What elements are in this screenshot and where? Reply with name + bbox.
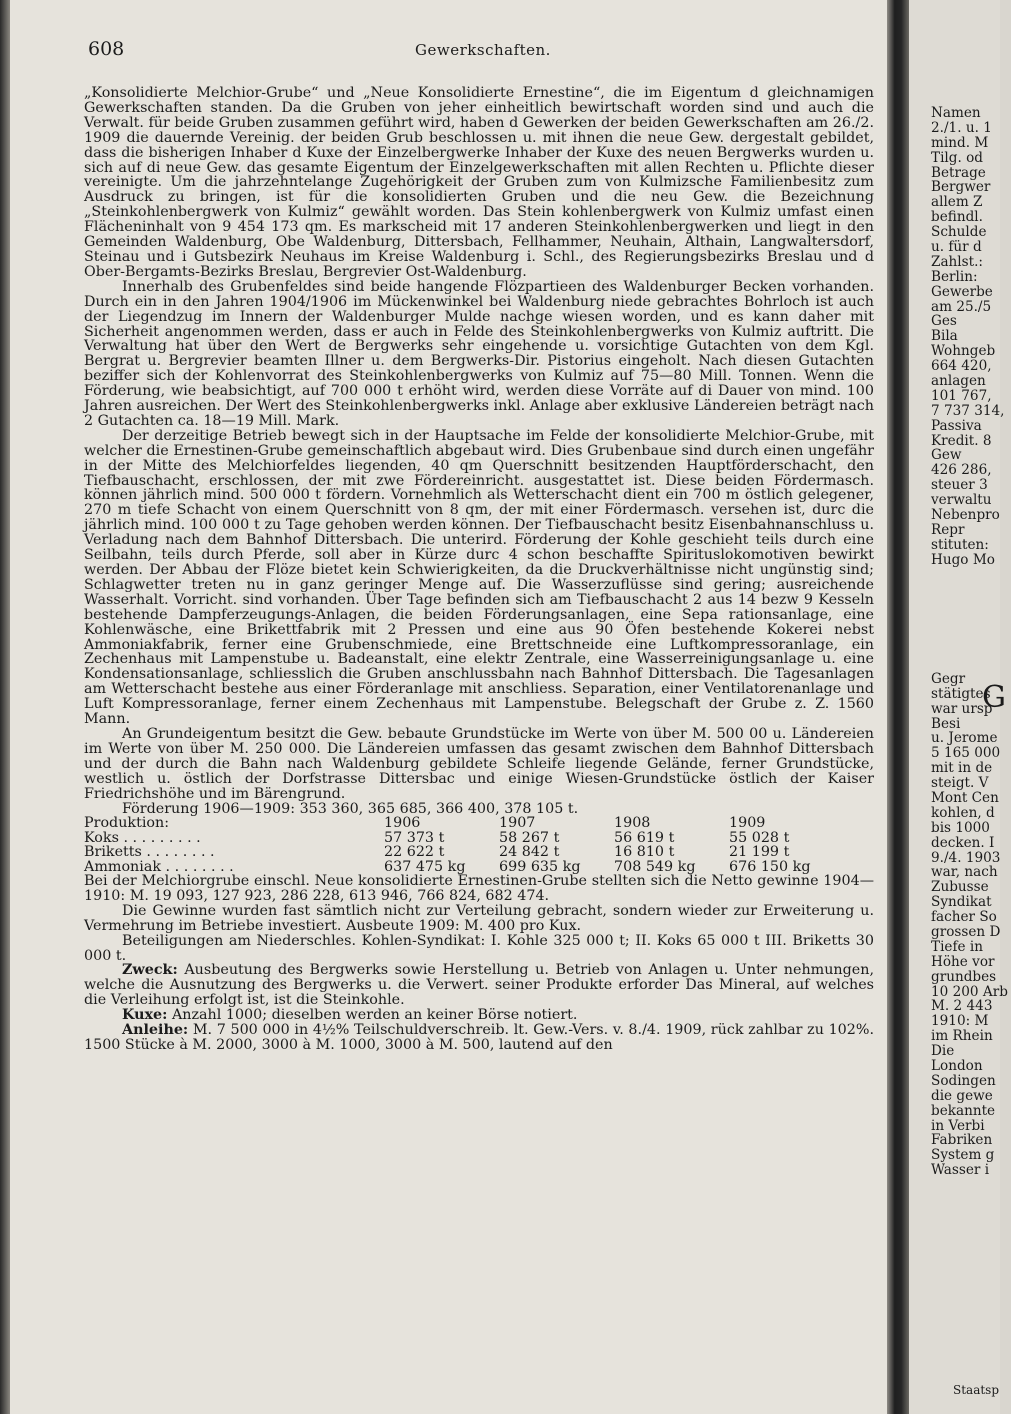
- page-header: [88, 38, 878, 68]
- leader-dots: . . . . . . . . .: [118, 829, 201, 846]
- adjacent-line: Tilg. od: [931, 149, 983, 166]
- adjacent-line: die gewe: [931, 1087, 993, 1104]
- adjacent-line: allem Z: [931, 194, 983, 211]
- adjacent-section-letter: G: [982, 680, 1006, 715]
- paragraph-text: Anzahl 1000; dieselben werden an keiner Börse notiert.: [167, 1007, 578, 1024]
- adjacent-line: [931, 657, 1011, 672]
- adjacent-line: stätigtes: [931, 685, 991, 702]
- section-label: Anleihe:: [122, 1022, 189, 1039]
- adjacent-line: Besi: [931, 715, 961, 732]
- adjacent-line: war ursp: [931, 700, 993, 717]
- adjacent-line: Kredit. 8: [931, 432, 992, 449]
- book-page: [10, 0, 887, 1414]
- year-header: 1906: [384, 815, 421, 832]
- adjacent-line: Wasser i: [931, 1162, 990, 1179]
- adjacent-line: mind. M: [931, 134, 989, 151]
- adjacent-line: Tiefe in: [931, 938, 983, 955]
- production-value: 699 635 kg: [499, 858, 581, 875]
- adjacent-line: war, nach: [931, 864, 998, 881]
- product-name: Briketts: [84, 844, 142, 861]
- adjacent-line: Fabriken: [931, 1132, 993, 1149]
- adjacent-line: Gew: [931, 447, 962, 464]
- production-value: 21 199 t: [729, 844, 790, 861]
- body-paragraph: Förderung 1906—1909: 353 360, 365 685, 366 400, 378 105 t.: [122, 800, 579, 817]
- adjacent-line: Passiva: [931, 417, 982, 434]
- adjacent-line: stituten:: [931, 536, 989, 553]
- adjacent-line: Wohngeb: [931, 343, 996, 360]
- book-gutter: [887, 0, 909, 1414]
- adjacent-line: befindl.: [931, 209, 983, 226]
- adjacent-line: Gegr: [931, 670, 966, 687]
- adjacent-line: Ges: [931, 313, 957, 330]
- adjacent-line: bis 1000: [931, 819, 990, 836]
- page-left-edge: [0, 0, 10, 1414]
- production-value: 24 842 t: [499, 844, 560, 861]
- product-name: Ammoniak: [84, 858, 162, 875]
- paragraph-text: Ausbeutung des Bergwerks sowie Herstellung u. Betrieb von Anlagen u. Unter nehmungen, welche die Ausnutzung des Bergwerks u. die Verwert. seiner Produkte erforder Das Mineral, auf welches die Verleihung erfolgt ist, ist die Steinkohle.: [84, 962, 874, 1009]
- adjacent-line: 2./1. u. 1: [931, 119, 992, 136]
- production-value: 637 475 kg: [384, 858, 466, 875]
- adjacent-line: Sodingen: [931, 1072, 996, 1089]
- production-table: [84, 816, 844, 874]
- adjacent-page-lines: [931, 106, 1011, 1178]
- adjacent-line: Zubusse: [931, 879, 989, 896]
- adjacent-line: Berlin:: [931, 268, 978, 285]
- adjacent-line: 1910: M: [931, 1013, 989, 1030]
- body-paragraph: „Konsolidierte Melchior-Grube“ und „Neue Konsolidierte Ernestine“, die im Eigentum d gleichnamigen Gewerkschaften standen. Da die Gruben von jeher einheitlich bewirtschaft worden sind und auch die Verwalt. für beide Gruben zusammen geführt wird, haben d Gewerken der beiden Gewerkschaften am 26./2. 1909 die dauernde Vereinig. der beiden Grub beschlossen u. mit ihnen die neue Gew. dergestalt gebildet, dass die bisherigen Inhaber d Kuxe der Einzelbergwerke Inhaber der Kuxe des neuen Bergwerks wurden u. sich auf di neue Gew. das gesamte Eigentum der Einzelgewerkschaften mit allen Rechten u. Pflichte dieser vereinigte. Um die jahrzehntelange Zugehörigkeit der Gruben zum von Kulmizsche Familienbesitz zum Ausdruck zu bringen, ist für die konsolidierten Gruben und die neu Gew. die Bezeichnung „Steinkohlenbergwerk von Kulmiz“ gewählt worden. Das Stein kohlenbergwerk von Kulmiz umfast einen Flächeninhalt von 9 454 173 qm. Es markscheid mit 17 anderen Steinkohlenbergwerken und liegt in den Gemeinden Waldenburg, Obe Waldenburg, Dittersbach, Fellhammer, Neuhain, Althain, Langwaltersdorf, Steinau und i Gutsbezirk Neuhaus im Kreise Waldenburg i. Schl., des Regierungsbezirks Breslau und d Ober-Bergamts-Bezirks Breslau, Bergrevier Ost-Waldenburg.: [84, 85, 874, 280]
- adjacent-line: [931, 583, 1011, 598]
- production-value: 22 622 t: [384, 844, 445, 861]
- paragraph-text: M. 7 500 000 in 4½% Teilschuldverschreib. lt. Gew.-Vers. v. 8./4. 1909, rück zahlbar zu 102%. 1500 Stücke à M. 2000, 3000 à M. 1000, 3000 à M. 500, lautend auf den: [84, 1022, 874, 1053]
- body-paragraph: [84, 934, 874, 964]
- page-number: 608: [88, 38, 125, 60]
- production-row: [84, 845, 844, 859]
- body-paragraph: [84, 904, 874, 934]
- adjacent-line: Höhe vor: [931, 953, 995, 970]
- adjacent-line: Gewerbe: [931, 283, 993, 300]
- adjacent-line: Bergwer: [931, 179, 991, 196]
- body-paragraph: [84, 963, 874, 1008]
- adjacent-line: Mont Cen: [931, 789, 999, 806]
- adjacent-line: System g: [931, 1147, 995, 1164]
- adjacent-line: steigt. V: [931, 775, 989, 792]
- adjacent-line: 7 737 314,: [931, 402, 1005, 419]
- body-paragraphs-after: [84, 874, 874, 1053]
- production-row: [84, 860, 844, 874]
- adjacent-line: 10 200 Arb: [931, 983, 1008, 1000]
- adjacent-line: 426 286,: [931, 462, 992, 479]
- adjacent-line: mit in de: [931, 760, 993, 777]
- production-value: 57 373 t: [384, 829, 445, 846]
- body-paragraph: [84, 1023, 874, 1053]
- adjacent-line: M. 2 443: [931, 998, 993, 1015]
- paragraph-text: Bei der Melchiorgrube einschl. Neue konsolidierte Ernestinen-Grube stellten sich die Netto gewinne 1904—1910: M. 19 093, 127 923, 286 228, 613 946, 766 824, 682 474.: [84, 873, 874, 904]
- adjacent-line: grundbes: [931, 968, 997, 985]
- adjacent-line: anlagen: [931, 373, 986, 390]
- body-paragraphs: [84, 86, 874, 816]
- paragraph-text: Die Gewinne wurden fast sämtlich nicht zur Verteilung gebracht, sondern wieder zur Erweiterung u. Vermehrung im Betriebe investiert. Ausbeute 1909: M. 400 pro Kux.: [84, 902, 874, 934]
- adjacent-page-footer: Staatsp: [953, 1383, 1000, 1397]
- adjacent-line: in Verbi: [931, 1117, 985, 1134]
- leader-dots: . . . . . . . .: [161, 858, 234, 875]
- production-label: Produktion:: [84, 815, 170, 832]
- adjacent-line: Zahlst.:: [931, 253, 983, 270]
- body-paragraph: An Grundeigentum besitzt die Gew. bebaute Grundstücke im Werte von über M. 500 00 u. Ländereien im Werte von über M. 250 000. Die Ländereien umfassen das gesamt zwischen dem Bahnhof Dittersbach und der durch die Bahn nach Waldenburg gebildete Schleife liegende Gelände, ferner Grundstücke, westlich u. östlich der Dorfstrasse Dittersbac und einige Wiesen-Grundstücke östlich der Kaiser Friedrichshöhe und im Bärengrund.: [84, 725, 874, 802]
- adjacent-line: Nebenpro: [931, 507, 1000, 524]
- paragraph-text: Beteiligungen am Niederschles. Kohlen-Syndikat: I. Kohle 325 000 t; II. Koks 65 000 t III. Briketts 30 000 t.: [84, 932, 874, 964]
- production-value: 676 150 kg: [729, 858, 811, 875]
- adjacent-line: Schulde: [931, 224, 987, 241]
- adjacent-line: kohlen, d: [931, 804, 995, 821]
- adjacent-line: 5 165 000: [931, 745, 1001, 762]
- production-value: 55 028 t: [729, 829, 790, 846]
- adjacent-line: am 25./5: [931, 298, 992, 315]
- adjacent-line: verwaltu: [931, 492, 992, 509]
- production-value: 16 810 t: [614, 844, 675, 861]
- year-header: 1908: [614, 815, 651, 832]
- adjacent-line: u. für d: [931, 239, 982, 256]
- adjacent-line: 101 767,: [931, 387, 992, 404]
- body-paragraph: Innerhalb des Grubenfeldes sind beide hangende Flözpartieen des Waldenburger Becken vorhanden. Durch ein in den Jahren 1904/1906 im Mückenwinkel bei Waldenburg niede gebrachtes Bohrloch ist auch der Liegendzug im Innern der Waldenburger Mulde nachge wiesen worden, und es kann daher mit Sicherheit angenommen werden, dass er auch in Felde des Steinkohlenbergwerks von Kulmiz auftritt. Die Verwaltung hat über den Wert de Bergwerks sehr eingehende u. vorsichtige Gutachten von dem Kgl. Bergrat u. Bergrevier beamten Illner u. dem Bergwerks-Dir. Pistorius eingeholt. Nach diesen Gutachten beziffer sich der Kohlenvorrat des Steinkohlenbergwerks von Kulmiz auf 75—80 Mill. Tonnen. Wenn die Förderung, wie beabsichtigt, auf 700 000 t erhöht wird, werden diese Vorräte auf di Dauer von mind. 100 Jahren ausreichen. Der Wert des Steinkohlenbergwerks inkl. Anlage aber exklusive Ländereien beträgt nach 2 Gutachten ca. 18—19 Mill. Mark.: [84, 278, 874, 429]
- adjacent-line: facher So: [931, 909, 997, 926]
- adjacent-page-fragment: [909, 0, 1008, 1414]
- production-value: 708 549 kg: [614, 858, 696, 875]
- production-table-block: [84, 816, 874, 874]
- production-row: [84, 831, 844, 845]
- adjacent-line: bekannte: [931, 1102, 996, 1119]
- adjacent-line: 9./4. 1903: [931, 849, 1001, 866]
- adjacent-line: Bila: [931, 328, 958, 345]
- production-value: 56 619 t: [614, 829, 675, 846]
- adjacent-line: im Rhein: [931, 1028, 993, 1045]
- year-header: 1907: [499, 815, 536, 832]
- leader-dots: . . . . . . . .: [141, 844, 215, 861]
- production-value: 58 267 t: [499, 829, 560, 846]
- adjacent-line: London: [931, 1058, 983, 1074]
- adjacent-line: [931, 568, 1011, 583]
- adjacent-line: [931, 612, 1011, 627]
- adjacent-line: u. Jerome: [931, 730, 998, 747]
- body-paragraph: [84, 874, 874, 904]
- adjacent-line: decken. I: [931, 834, 995, 851]
- adjacent-line: Die: [931, 1043, 955, 1060]
- section-label: Kuxe:: [122, 1007, 168, 1024]
- adjacent-line: Betrage: [931, 164, 986, 181]
- adjacent-line: steuer 3: [931, 477, 988, 494]
- adjacent-line: grossen D: [931, 923, 1001, 940]
- section-label: Zweck:: [122, 962, 178, 979]
- adjacent-line: Namen: [931, 105, 981, 121]
- running-title: Gewerkschaften.: [415, 41, 551, 59]
- adjacent-line: Hugo Mo: [931, 551, 995, 568]
- adjacent-line: 664 420,: [931, 358, 992, 375]
- adjacent-line: [931, 642, 1011, 657]
- adjacent-line: [931, 627, 1011, 642]
- adjacent-line: [931, 597, 1011, 612]
- page-body: [84, 86, 874, 1053]
- adjacent-line: Syndikat: [931, 894, 992, 911]
- production-header-row: [84, 816, 844, 830]
- year-header: 1909: [729, 815, 766, 832]
- product-name: Koks: [84, 829, 119, 846]
- adjacent-line: Repr: [931, 521, 965, 538]
- body-paragraph: Der derzeitige Betrieb bewegt sich in der Hauptsache im Felde der konsolidierte Melchior-Grube, mit welcher die Ernestinen-Grube gemeinschaftlich abgebaut wird. Dies Grubenbaue sind durch einen ungefähr in der Mitte des Melchiorfeldes liegenden, 40 qm Querschnitt besitzenden Hauptförderschacht, den Tiefbauschacht, erschlossen, der mit zwe Fördereinricht. ausgestattet ist. Diese beiden Fördermasch. können jährlich mind. 500 000 t fördern. Vornehmlich als Wetterschacht dient ein 700 m östlich gelegener, 270 m tiefe Schacht von einem Querschnitt von 8 qm, der mit einer Fördermasch. versehen ist, durc die jährlich mind. 100 000 t zu Tage gehoben werden können. Der Tiefbauschacht besitz Eisenbahnanschluss u. Verladung nach dem Bahnhof Dittersbach. Die unterird. Förderung der Kohle geschieht teils durch eine Seilbahn, teils durch Pferde, soll aber in Kürze durc 4 schon beschaffte Spirituslokomotiven bewirkt werden. Der Abbau der Flöze bietet kein Schwierigkeiten, da die Druckverhältnisse nicht ungünstig sind; Schlagwetter treten nu in ganz geringer Menge auf. Die Wasserzuflüsse sind gering; ausreichende Wasserhalt. Vorricht. sind vorhanden. Über Tage befinden sich am Tiefbauschacht 2 aus 14 bezw 9 Kesseln bestehende Dampferzeugungs-Anlagen, die beiden Förderungsanlagen, eine Sepa rationsanlage, eine Kohlenwäsche, eine Brikettfabrik mit 2 Pressen und eine aus 90 Öfen bestehende Kokerei nebst Ammoniakfabrik, ferner eine Grubenschmiede, eine Brettschneide eine Luftkompressoranlage, ein Zechenhaus mit Lampenstube u. Badeanstalt, eine elektr Zentrale, eine Wasserreinigungsanlage u. eine Kondensationsanlage, schliesslich die Gruben anschlussbahn nach Bahnhof Dittersbach. Die Tagesanlagen am Wetterschacht bestehe aus einer Förderanlage mit anschliess. Separation, einer Ventilatorenanlage und Luft Kompressoranlage, ferner einem Zechenhaus mit Lampenstube. Belegschaft der Grube z. Z. 1560 Mann.: [84, 427, 874, 728]
- body-paragraph: [84, 1008, 874, 1023]
